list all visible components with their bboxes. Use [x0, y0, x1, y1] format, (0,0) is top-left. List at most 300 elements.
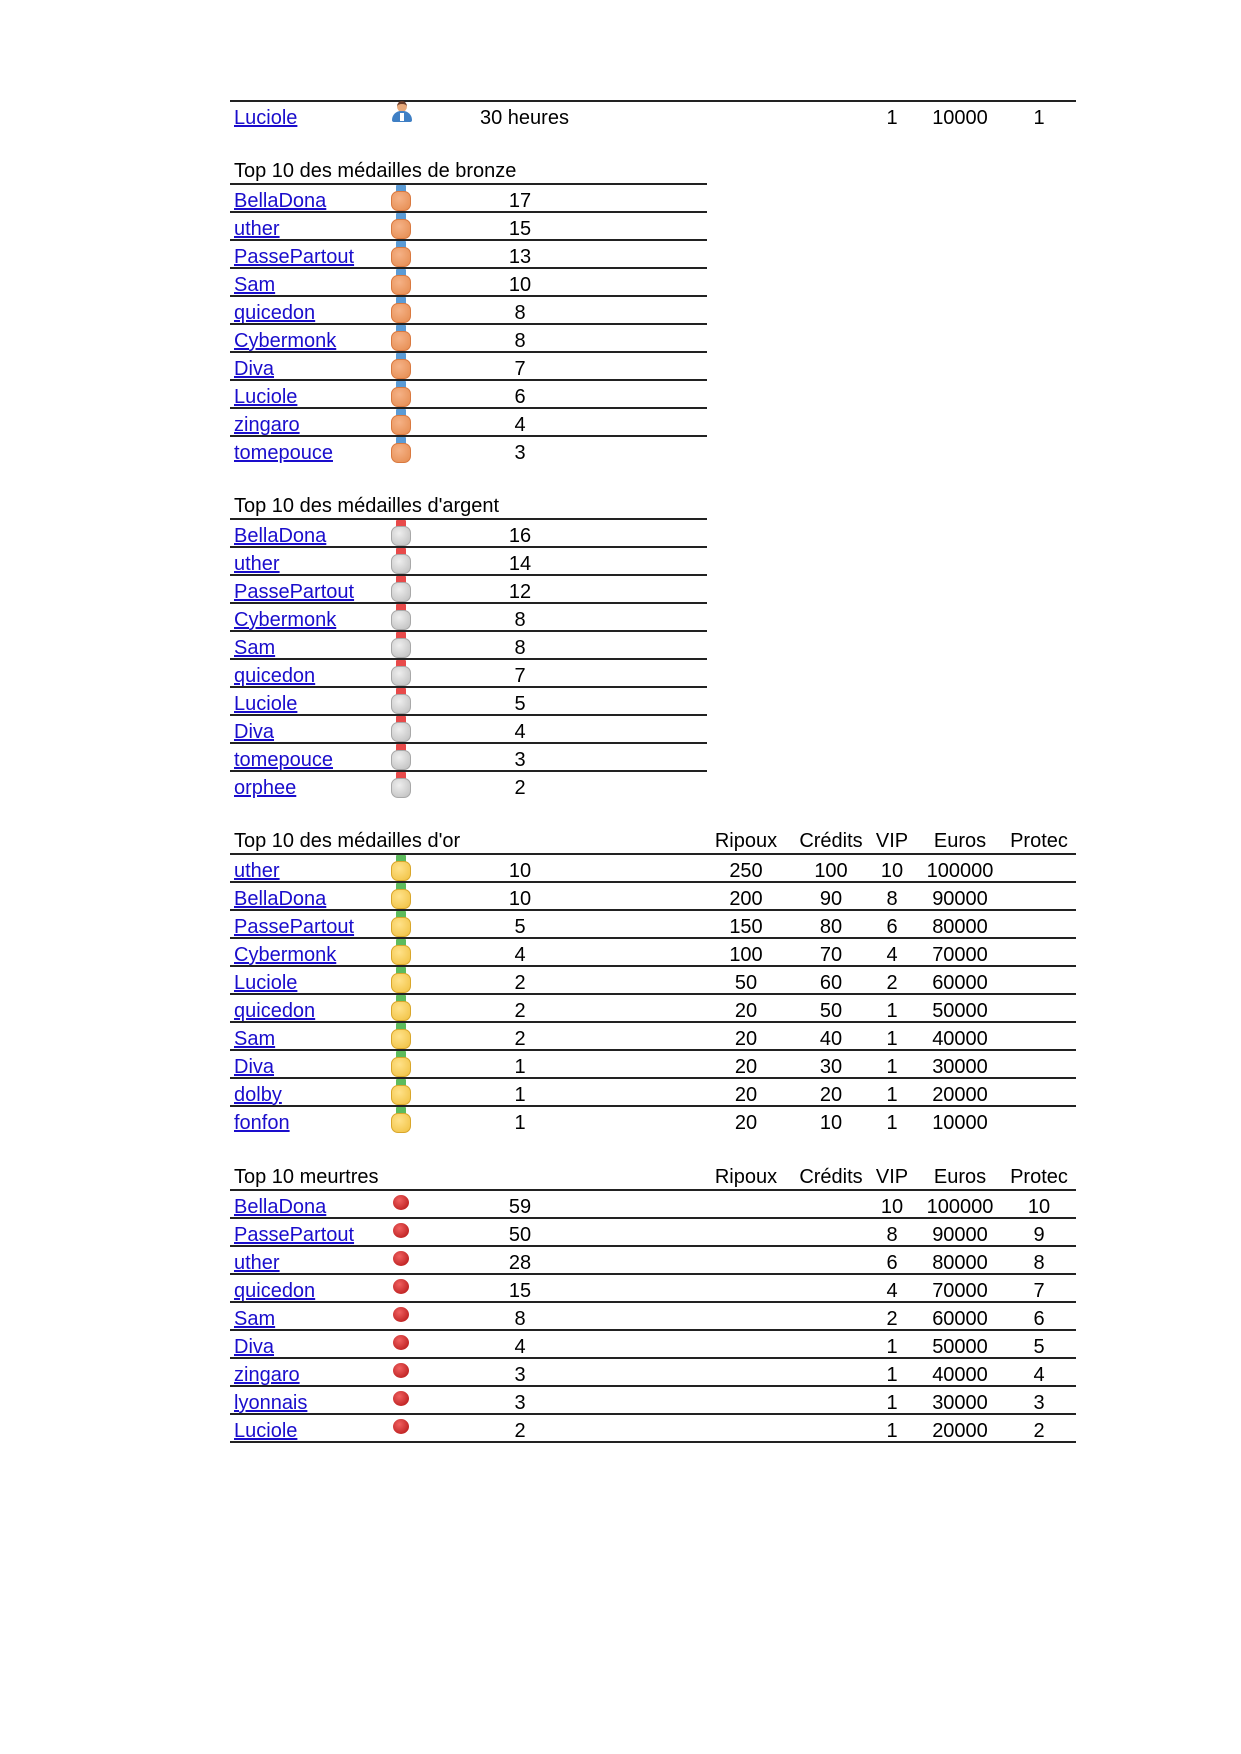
table-row — [230, 714, 707, 742]
icon-cell — [391, 325, 411, 351]
table-row — [230, 1245, 1076, 1273]
table-row — [230, 937, 1076, 965]
player-link[interactable]: uther — [234, 860, 280, 882]
icon-cell — [391, 381, 411, 407]
vip-value: 1 — [886, 1392, 898, 1414]
medal-disc — [391, 526, 411, 546]
icon-cell — [391, 1275, 411, 1301]
medal-disc — [391, 722, 411, 742]
medal-disc — [391, 554, 411, 574]
protec-value: 7 — [1033, 1280, 1045, 1302]
medal-disc — [391, 666, 411, 686]
credits-value: 40 — [819, 1028, 843, 1050]
vip-value: 1 — [886, 1028, 898, 1050]
table-row — [230, 770, 707, 798]
player-link[interactable]: BellaDona — [234, 525, 327, 547]
count-value: 3 — [514, 442, 526, 464]
red-dot-icon — [393, 1195, 409, 1210]
table-row — [230, 239, 707, 267]
silver-medal-icon — [391, 716, 411, 742]
credits-value: 90 — [819, 888, 843, 910]
table-row — [230, 351, 707, 379]
bronze-medal-icon — [391, 437, 411, 463]
player-link[interactable]: quicedon — [234, 665, 316, 687]
icon-cell — [391, 939, 411, 965]
vip-value: 1 — [886, 1364, 898, 1386]
icon-cell — [391, 1415, 411, 1441]
icon-cell — [391, 967, 411, 993]
bronze-medal-icon — [391, 213, 411, 239]
count-value: 7 — [514, 665, 526, 687]
icon-cell — [391, 297, 411, 323]
count-value: 10 — [508, 274, 532, 296]
icon-cell — [391, 437, 411, 463]
medal-disc — [391, 1001, 411, 1021]
bronze-header-row — [230, 155, 707, 186]
table-row — [230, 853, 1076, 881]
medal-disc — [391, 359, 411, 379]
icon-cell — [391, 1051, 411, 1077]
credits-value: 100 — [814, 860, 848, 882]
euros-value: 90000 — [932, 888, 988, 910]
icon-cell — [391, 269, 411, 295]
ripoux-value: 200 — [729, 888, 763, 910]
icon-cell — [391, 576, 411, 602]
player-link[interactable]: Luciole — [234, 107, 298, 129]
table-row — [230, 1329, 1076, 1357]
euros-value: 20000 — [932, 1084, 988, 1106]
player-link[interactable]: Sam — [234, 1028, 276, 1050]
icon-cell — [391, 995, 411, 1021]
medal-disc — [391, 582, 411, 602]
medal-disc — [391, 1085, 411, 1105]
silver-medal-icon — [391, 548, 411, 574]
ripoux-value: 20 — [734, 1084, 758, 1106]
medal-disc — [391, 387, 411, 407]
credits-value: 10 — [819, 1112, 843, 1134]
icon-cell — [391, 1387, 411, 1413]
col-header-ripoux: Ripoux — [714, 1166, 778, 1188]
icon-cell — [391, 241, 411, 267]
table-row — [230, 435, 707, 463]
count-value: 2 — [514, 1420, 526, 1442]
col-header-vip: VIP — [875, 830, 909, 852]
table-row — [230, 993, 1076, 1021]
count-value: 5 — [514, 693, 526, 715]
col-header-euros: Euros — [933, 1166, 987, 1188]
icon-cell — [391, 1079, 411, 1105]
ripoux-value: 20 — [734, 1028, 758, 1050]
count-value: 8 — [514, 637, 526, 659]
medal-disc — [391, 1113, 411, 1133]
icon-cell — [391, 102, 411, 128]
player-link[interactable]: quicedon — [234, 302, 316, 324]
count-value: 14 — [508, 553, 532, 575]
table-row — [230, 1413, 1076, 1443]
player-link[interactable]: dolby — [234, 1084, 282, 1106]
euros-value: 40000 — [932, 1364, 988, 1386]
euros-value: 30000 — [932, 1392, 988, 1414]
player-link[interactable]: Luciole — [234, 386, 298, 408]
table-title: Top 10 des médailles d'or — [234, 830, 461, 852]
vip-value: 6 — [886, 916, 898, 938]
table-row — [230, 686, 707, 714]
table-row — [230, 1077, 1076, 1105]
medal-disc — [391, 610, 411, 630]
red-dot-icon — [393, 1307, 409, 1322]
icon-cell — [391, 604, 411, 630]
player-link[interactable]: Diva — [234, 721, 275, 743]
euros-value: 90000 — [932, 1224, 988, 1246]
vip-value: 1 — [886, 1056, 898, 1078]
medal-disc — [391, 415, 411, 435]
count-value: 10 — [508, 888, 532, 910]
icon-cell — [391, 911, 411, 937]
player-link[interactable]: Cybermonk — [234, 609, 337, 631]
count-value: 50 — [508, 1224, 532, 1246]
bronze-medal-icon — [391, 241, 411, 267]
red-dot-icon — [393, 1391, 409, 1406]
count-value: 7 — [514, 358, 526, 380]
count-value: 28 — [508, 1252, 532, 1274]
col-header-vip: VIP — [875, 1166, 909, 1188]
bronze-medal-icon — [391, 185, 411, 211]
table-row — [230, 909, 1076, 937]
icon-cell — [391, 185, 411, 211]
person-body — [392, 111, 412, 122]
medal-disc — [391, 247, 411, 267]
table-title: Top 10 des médailles de bronze — [234, 160, 517, 182]
icon-cell — [391, 716, 411, 742]
count-value: 1 — [514, 1112, 526, 1134]
medal-disc — [391, 638, 411, 658]
ripoux-value: 100 — [729, 944, 763, 966]
player-link[interactable]: Luciole — [234, 693, 298, 715]
table-row — [230, 211, 707, 239]
protec-value: 10 — [1027, 1196, 1051, 1218]
table-row — [230, 295, 707, 323]
count-value: 4 — [514, 414, 526, 436]
player-link[interactable]: tomepouce — [234, 442, 333, 464]
protec-value: 6 — [1033, 1308, 1045, 1330]
bronze-medal-icon — [391, 269, 411, 295]
euros-value: 50000 — [932, 1336, 988, 1358]
vip-value: 1 — [886, 1336, 898, 1358]
credits-value: 20 — [819, 1084, 843, 1106]
vip-value: 1 — [886, 1000, 898, 1022]
euros-value: 70000 — [932, 944, 988, 966]
col-header-credits: Crédits — [799, 1166, 863, 1188]
player-link[interactable]: Cybermonk — [234, 944, 337, 966]
icon-cell — [391, 1303, 411, 1329]
gold-medal-icon — [391, 1107, 411, 1133]
credits-value: 70 — [819, 944, 843, 966]
red-dot-icon — [393, 1419, 409, 1434]
count-value: 3 — [514, 1364, 526, 1386]
player-link[interactable]: Luciole — [234, 1420, 298, 1442]
protec-value: 4 — [1033, 1364, 1045, 1386]
euros-value: 20000 — [932, 1420, 988, 1442]
player-link[interactable]: zingaro — [234, 414, 300, 436]
protec-value: 2 — [1033, 1420, 1045, 1442]
ripoux-value: 150 — [729, 916, 763, 938]
count-value: 10 — [508, 860, 532, 882]
count-value: 2 — [514, 1028, 526, 1050]
count-value: 1 — [514, 1084, 526, 1106]
medal-disc — [391, 191, 411, 211]
icon-cell — [391, 409, 411, 435]
table-row — [230, 630, 707, 658]
count-value: 13 — [508, 246, 532, 268]
credits-value: 50 — [819, 1000, 843, 1022]
count-value: 59 — [508, 1196, 532, 1218]
player-link[interactable]: Sam — [234, 637, 276, 659]
col-header-credits: Crédits — [799, 830, 863, 852]
col-header-ripoux: Ripoux — [714, 830, 778, 852]
red-dot-icon — [393, 1223, 409, 1238]
table-row — [230, 1385, 1076, 1413]
medal-disc — [391, 889, 411, 909]
ripoux-value: 20 — [734, 1112, 758, 1134]
bronze-medal-icon — [391, 297, 411, 323]
vip-value: 1 — [886, 1420, 898, 1442]
icon-cell — [391, 688, 411, 714]
medal-disc — [391, 303, 411, 323]
player-link[interactable]: fonfon — [234, 1112, 290, 1134]
count-value: 8 — [514, 1308, 526, 1330]
count-value: 6 — [514, 386, 526, 408]
player-link[interactable]: PassePartout — [234, 916, 355, 938]
table-row — [230, 742, 707, 770]
vip-value: 10 — [880, 1196, 904, 1218]
icon-cell — [391, 772, 411, 798]
bronze-medal-icon — [391, 381, 411, 407]
euros-value: 60000 — [932, 1308, 988, 1330]
table-row — [230, 1357, 1076, 1385]
euros-value: 100000 — [926, 860, 994, 882]
icon-cell — [391, 744, 411, 770]
count-value: 4 — [514, 944, 526, 966]
red-dot-icon — [393, 1251, 409, 1266]
vip-value: 2 — [886, 1308, 898, 1330]
medal-disc — [391, 275, 411, 295]
euros-value: 50000 — [932, 1000, 988, 1022]
vip-value: 4 — [886, 1280, 898, 1302]
vip-value: 2 — [886, 972, 898, 994]
count-value: 5 — [514, 916, 526, 938]
table-row — [230, 1049, 1076, 1077]
ripoux-value: 20 — [734, 1000, 758, 1022]
player-link[interactable]: Diva — [234, 1056, 275, 1078]
vip-value: 4 — [886, 944, 898, 966]
red-dot-icon — [393, 1335, 409, 1350]
gold-medal-icon — [391, 911, 411, 937]
player-link[interactable]: Luciole — [234, 972, 298, 994]
gold-header-row — [230, 825, 1076, 856]
silver-header-row — [230, 490, 707, 521]
player-link[interactable]: BellaDona — [234, 190, 327, 212]
gold-medal-icon — [391, 1079, 411, 1105]
protec-value: 1 — [1033, 107, 1045, 129]
credits-value: 80 — [819, 916, 843, 938]
gold-medal-icon — [391, 967, 411, 993]
count-value: 2 — [514, 777, 526, 799]
table-row — [230, 1105, 1076, 1133]
player-link[interactable]: uther — [234, 553, 280, 575]
count-value: 8 — [514, 330, 526, 352]
table-row — [230, 518, 707, 546]
player-link[interactable]: lyonnais — [234, 1392, 308, 1414]
count-value: 1 — [514, 1056, 526, 1078]
ripoux-value: 250 — [729, 860, 763, 882]
count-value: 16 — [508, 525, 532, 547]
gold-medal-icon — [391, 1051, 411, 1077]
gold-medal-icon — [391, 995, 411, 1021]
icon-cell — [391, 1107, 411, 1133]
gold-medal-icon — [391, 1023, 411, 1049]
bronze-medal-icon — [391, 409, 411, 435]
euros-value: 40000 — [932, 1028, 988, 1050]
player-link[interactable]: Diva — [234, 1336, 275, 1358]
icon-cell — [391, 883, 411, 909]
duration-value: 30 heures — [480, 107, 569, 129]
count-value: 8 — [514, 609, 526, 631]
table-row — [230, 881, 1076, 909]
icon-cell — [391, 213, 411, 239]
player-link[interactable]: quicedon — [234, 1000, 316, 1022]
silver-medal-icon — [391, 772, 411, 798]
count-value: 3 — [514, 749, 526, 771]
vip-value: 1 — [886, 107, 898, 129]
icon-cell — [391, 520, 411, 546]
euros-value: 30000 — [932, 1056, 988, 1078]
medal-disc — [391, 945, 411, 965]
table-row — [230, 1301, 1076, 1329]
player-link[interactable]: uther — [234, 1252, 280, 1274]
player-link[interactable]: quicedon — [234, 1280, 316, 1302]
table-row — [230, 323, 707, 351]
euros-value: 70000 — [932, 1280, 988, 1302]
player-link[interactable]: Cybermonk — [234, 330, 337, 352]
col-header-protec: Protec — [1010, 830, 1068, 852]
silver-medal-icon — [391, 744, 411, 770]
table-row — [230, 379, 707, 407]
icon-cell — [391, 1331, 411, 1357]
player-link[interactable]: BellaDona — [234, 1196, 327, 1218]
icon-cell — [391, 1023, 411, 1049]
icon-cell — [391, 1191, 411, 1217]
ripoux-value: 20 — [734, 1056, 758, 1078]
player-link[interactable]: PassePartout — [234, 246, 355, 268]
table-row — [230, 183, 707, 211]
person-icon — [391, 100, 413, 124]
medal-disc — [391, 219, 411, 239]
red-dot-icon — [393, 1279, 409, 1294]
player-link[interactable]: zingaro — [234, 1364, 300, 1386]
player-link[interactable]: PassePartout — [234, 581, 355, 603]
player-link[interactable]: uther — [234, 218, 280, 240]
table-row — [230, 546, 707, 574]
medal-disc — [391, 861, 411, 881]
silver-medal-icon — [391, 660, 411, 686]
silver-medal-icon — [391, 632, 411, 658]
credits-value: 60 — [819, 972, 843, 994]
player-link[interactable]: BellaDona — [234, 888, 327, 910]
table-row — [230, 1273, 1076, 1301]
table-row — [230, 267, 707, 295]
protec-value: 5 — [1033, 1336, 1045, 1358]
table-row — [230, 602, 707, 630]
icon-cell — [391, 632, 411, 658]
table-row — [230, 658, 707, 686]
euros-value: 10000 — [932, 107, 988, 129]
player-link[interactable]: tomepouce — [234, 749, 333, 771]
vip-value: 1 — [886, 1112, 898, 1134]
credits-value: 30 — [819, 1056, 843, 1078]
table-row — [230, 1217, 1076, 1245]
gold-medal-icon — [391, 939, 411, 965]
col-header-protec: Protec — [1010, 1166, 1068, 1188]
icon-cell — [391, 548, 411, 574]
euros-value: 100000 — [926, 1196, 994, 1218]
icon-cell — [391, 660, 411, 686]
count-value: 2 — [514, 972, 526, 994]
count-value: 15 — [508, 1280, 532, 1302]
bronze-medal-icon — [391, 353, 411, 379]
col-header-euros: Euros — [933, 830, 987, 852]
top-summary-row — [230, 100, 1076, 133]
table-row — [230, 574, 707, 602]
vip-value: 8 — [886, 1224, 898, 1246]
silver-medal-icon — [391, 520, 411, 546]
player-link[interactable]: orphee — [234, 777, 297, 799]
player-link[interactable]: Diva — [234, 358, 275, 380]
protec-value: 8 — [1033, 1252, 1045, 1274]
vip-value: 10 — [880, 860, 904, 882]
medal-disc — [391, 694, 411, 714]
icon-cell — [391, 855, 411, 881]
silver-medal-icon — [391, 604, 411, 630]
protec-value: 9 — [1033, 1224, 1045, 1246]
euros-value: 80000 — [932, 1252, 988, 1274]
count-value: 12 — [508, 581, 532, 603]
vip-value: 1 — [886, 1084, 898, 1106]
gold-medal-icon — [391, 883, 411, 909]
table-row — [230, 965, 1076, 993]
medal-disc — [391, 778, 411, 798]
count-value: 4 — [514, 1336, 526, 1358]
medal-disc — [391, 917, 411, 937]
icon-cell — [391, 1247, 411, 1273]
euros-value: 80000 — [932, 916, 988, 938]
icon-cell — [391, 1219, 411, 1245]
silver-medal-icon — [391, 576, 411, 602]
medal-disc — [391, 973, 411, 993]
count-value: 3 — [514, 1392, 526, 1414]
player-link[interactable]: Sam — [234, 274, 276, 296]
player-link[interactable]: Sam — [234, 1308, 276, 1330]
vip-value: 6 — [886, 1252, 898, 1274]
table-row — [230, 407, 707, 435]
vip-value: 8 — [886, 888, 898, 910]
medal-disc — [391, 443, 411, 463]
ripoux-value: 50 — [734, 972, 758, 994]
medal-disc — [391, 750, 411, 770]
silver-medal-icon — [391, 688, 411, 714]
gold-medal-icon — [391, 855, 411, 881]
player-link[interactable]: PassePartout — [234, 1224, 355, 1246]
bronze-medal-icon — [391, 325, 411, 351]
